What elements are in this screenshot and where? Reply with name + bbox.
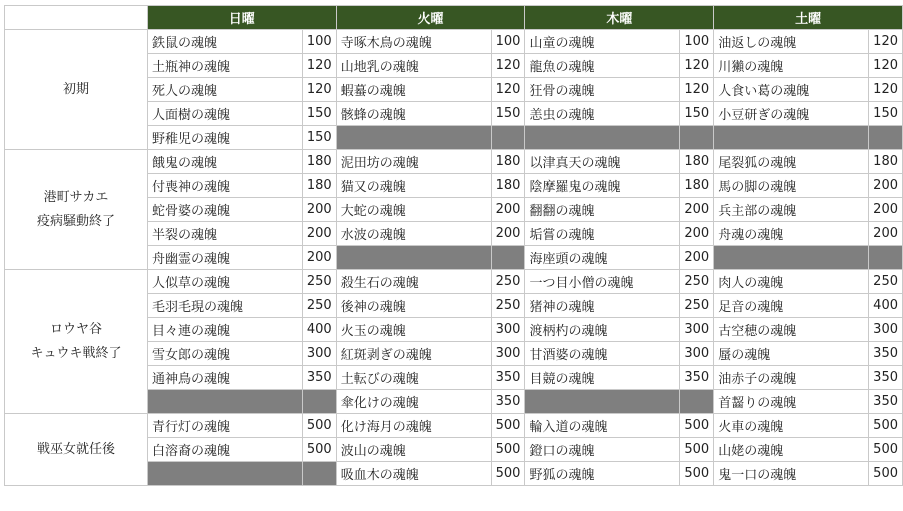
soul-name-sunday: 鉄鼠の魂魄 [147,30,302,54]
soul-name-saturday: 蜃の魂魄 [714,342,869,366]
soul-name-thursday: 渡柄杓の魂魄 [525,318,680,342]
soul-value-thursday: 250 [680,270,714,294]
group-label-line: 初期 [62,81,89,97]
soul-value-saturday: 350 [869,366,903,390]
soul-name-saturday: 鬼一口の魂魄 [714,462,869,486]
empty-cell [147,390,302,414]
empty-cell [336,246,491,270]
soul-value-thursday: 180 [680,150,714,174]
soul-value-thursday: 500 [680,438,714,462]
table-row [5,414,903,438]
soul-name-thursday: 海座頭の魂魄 [525,246,680,270]
soul-value-tuesday: 100 [491,30,525,54]
day-header-tuesday: 火曜 [336,6,525,30]
soul-value-thursday: 200 [680,222,714,246]
soul-name-saturday: 油返しの魂魄 [714,30,869,54]
empty-cell [680,390,714,414]
soul-name-sunday: 人面樹の魂魄 [147,102,302,126]
soul-value-saturday: 120 [869,78,903,102]
table-body [5,30,903,486]
soul-value-saturday: 250 [869,270,903,294]
empty-cell [714,126,869,150]
soul-name-tuesday: 吸血木の魂魄 [336,462,491,486]
soul-value-sunday: 120 [302,54,336,78]
soul-value-sunday: 300 [302,342,336,366]
soul-name-saturday: 人食い葛の魂魄 [714,78,869,102]
soul-name-thursday: 恙虫の魂魄 [525,102,680,126]
soul-name-tuesday: 骸蜂の魂魄 [336,102,491,126]
soul-value-thursday: 150 [680,102,714,126]
soul-value-sunday: 350 [302,366,336,390]
empty-cell [714,246,869,270]
soul-name-saturday: 火車の魂魄 [714,414,869,438]
soul-name-tuesday: 火玉の魂魄 [336,318,491,342]
soul-value-tuesday: 180 [491,174,525,198]
soul-name-sunday: 舟幽霊の魂魄 [147,246,302,270]
soul-value-thursday: 120 [680,78,714,102]
soul-name-saturday: 小豆研ぎの魂魄 [714,102,869,126]
empty-cell [336,126,491,150]
soul-name-tuesday: 殺生石の魂魄 [336,270,491,294]
soul-value-thursday: 500 [680,462,714,486]
empty-cell [869,246,903,270]
soul-name-thursday: 一つ目小僧の魂魄 [525,270,680,294]
soul-value-thursday: 200 [680,198,714,222]
soul-value-sunday: 150 [302,102,336,126]
soul-name-tuesday: 山地乳の魂魄 [336,54,491,78]
soul-value-tuesday: 500 [491,438,525,462]
day-header-sunday: 日曜 [147,6,336,30]
soul-value-sunday: 200 [302,246,336,270]
empty-cell [147,462,302,486]
soul-value-tuesday: 250 [491,270,525,294]
day-header-thursday: 木曜 [525,6,714,30]
soul-name-tuesday: 後神の魂魄 [336,294,491,318]
soul-value-saturday: 350 [869,342,903,366]
soul-value-saturday: 400 [869,294,903,318]
soul-value-thursday: 100 [680,30,714,54]
soul-name-saturday: 舟魂の魂魄 [714,222,869,246]
soul-value-saturday: 350 [869,390,903,414]
soul-value-sunday: 120 [302,78,336,102]
soul-name-saturday: 兵主部の魂魄 [714,198,869,222]
soul-name-thursday: 狂骨の魂魄 [525,78,680,102]
soul-value-sunday: 500 [302,414,336,438]
soul-value-sunday: 100 [302,30,336,54]
soul-name-sunday: 目々連の魂魄 [147,318,302,342]
soul-value-thursday: 300 [680,342,714,366]
soul-value-sunday: 180 [302,150,336,174]
soul-name-thursday: 龍魚の魂魄 [525,54,680,78]
soul-value-tuesday: 350 [491,390,525,414]
group-label [5,270,148,414]
soul-value-saturday: 120 [869,30,903,54]
soul-name-saturday: 首齧りの魂魄 [714,390,869,414]
empty-cell [302,390,336,414]
header-corner [5,6,148,30]
group-label-line: ロウヤ谷 [49,321,102,337]
soul-name-tuesday: 土転びの魂魄 [336,366,491,390]
soul-name-thursday: 野狐の魂魄 [525,462,680,486]
soul-name-sunday: 付喪神の魂魄 [147,174,302,198]
soul-value-sunday: 200 [302,222,336,246]
table-row [5,30,903,54]
group-label-line: 疫病騒動終了 [36,213,115,229]
soul-value-tuesday: 120 [491,54,525,78]
soul-value-tuesday: 200 [491,222,525,246]
soul-value-tuesday: 500 [491,462,525,486]
soul-name-thursday: 翻翻の魂魄 [525,198,680,222]
soul-value-sunday: 180 [302,174,336,198]
soul-name-saturday: 山姥の魂魄 [714,438,869,462]
soul-name-tuesday: 水波の魂魄 [336,222,491,246]
group-label-line: キュウキ戦終了 [30,345,122,361]
soul-name-tuesday: 泥田坊の魂魄 [336,150,491,174]
soul-value-saturday: 200 [869,198,903,222]
soul-name-thursday: 以津真天の魂魄 [525,150,680,174]
soul-value-tuesday: 180 [491,150,525,174]
soul-name-tuesday: 紅斑剥ぎの魂魄 [336,342,491,366]
soul-name-sunday: 青行灯の魂魄 [147,414,302,438]
soul-value-tuesday: 150 [491,102,525,126]
soul-value-saturday: 500 [869,414,903,438]
soul-name-saturday: 馬の脚の魂魄 [714,174,869,198]
soul-value-thursday: 300 [680,318,714,342]
soul-value-thursday: 200 [680,246,714,270]
soul-value-saturday: 500 [869,462,903,486]
soul-name-tuesday: 傘化けの魂魄 [336,390,491,414]
soul-name-tuesday: 化け海月の魂魄 [336,414,491,438]
soul-value-thursday: 180 [680,174,714,198]
soul-value-saturday: 120 [869,54,903,78]
soul-value-saturday: 180 [869,150,903,174]
soul-name-tuesday: 猫又の魂魄 [336,174,491,198]
soul-name-thursday: 甘酒婆の魂魄 [525,342,680,366]
soul-name-sunday: 通神鳥の魂魄 [147,366,302,390]
soul-value-sunday: 500 [302,438,336,462]
soul-name-thursday: 輪入道の魂魄 [525,414,680,438]
soul-name-thursday: 陰摩羅鬼の魂魄 [525,174,680,198]
table-row [5,150,903,174]
soul-name-saturday: 古空穂の魂魄 [714,318,869,342]
soul-name-thursday: 山童の魂魄 [525,30,680,54]
soul-value-thursday: 250 [680,294,714,318]
soul-value-thursday: 500 [680,414,714,438]
soul-price-table [4,5,903,486]
soul-name-sunday: 蛇骨婆の魂魄 [147,198,302,222]
soul-value-thursday: 350 [680,366,714,390]
soul-name-saturday: 肉人の魂魄 [714,270,869,294]
soul-value-saturday: 200 [869,222,903,246]
empty-cell [491,246,525,270]
soul-value-sunday: 200 [302,198,336,222]
empty-cell [491,126,525,150]
empty-cell [680,126,714,150]
soul-value-sunday: 250 [302,270,336,294]
soul-name-thursday: 鐙口の魂魄 [525,438,680,462]
soul-name-sunday: 餓鬼の魂魄 [147,150,302,174]
soul-name-thursday: 猪神の魂魄 [525,294,680,318]
group-label-line: 港町サカエ [43,189,109,205]
day-header-saturday: 土曜 [714,6,903,30]
soul-name-sunday: 半裂の魂魄 [147,222,302,246]
soul-name-tuesday: 波山の魂魄 [336,438,491,462]
soul-name-saturday: 足音の魂魄 [714,294,869,318]
table-row [5,270,903,294]
empty-cell [869,126,903,150]
group-label-line: 戦巫女就任後 [36,441,115,457]
soul-value-saturday: 200 [869,174,903,198]
soul-name-tuesday: 大蛇の魂魄 [336,198,491,222]
soul-value-sunday: 400 [302,318,336,342]
empty-cell [525,390,680,414]
soul-name-thursday: 垢嘗の魂魄 [525,222,680,246]
group-label [5,150,148,270]
soul-value-saturday: 300 [869,318,903,342]
soul-name-sunday: 白溶裔の魂魄 [147,438,302,462]
soul-value-thursday: 120 [680,54,714,78]
header-row [5,6,903,30]
soul-value-saturday: 150 [869,102,903,126]
soul-name-tuesday: 蝦蟇の魂魄 [336,78,491,102]
soul-name-sunday: 雪女郎の魂魄 [147,342,302,366]
soul-value-sunday: 250 [302,294,336,318]
group-label [5,414,148,486]
soul-name-tuesday: 寺啄木鳥の魂魄 [336,30,491,54]
group-label [5,30,148,150]
soul-name-sunday: 野稚児の魂魄 [147,126,302,150]
empty-cell [525,126,680,150]
soul-value-tuesday: 300 [491,318,525,342]
empty-cell [302,462,336,486]
soul-name-saturday: 尾裂狐の魂魄 [714,150,869,174]
soul-name-sunday: 人似草の魂魄 [147,270,302,294]
soul-value-tuesday: 200 [491,198,525,222]
soul-value-sunday: 150 [302,126,336,150]
soul-value-tuesday: 300 [491,342,525,366]
soul-name-saturday: 川獺の魂魄 [714,54,869,78]
soul-name-thursday: 目競の魂魄 [525,366,680,390]
soul-value-tuesday: 250 [491,294,525,318]
soul-value-tuesday: 500 [491,414,525,438]
soul-name-sunday: 死人の魂魄 [147,78,302,102]
soul-value-tuesday: 350 [491,366,525,390]
soul-name-sunday: 毛羽毛現の魂魄 [147,294,302,318]
soul-name-sunday: 土瓶神の魂魄 [147,54,302,78]
soul-name-saturday: 油赤子の魂魄 [714,366,869,390]
soul-value-tuesday: 120 [491,78,525,102]
soul-value-saturday: 500 [869,438,903,462]
